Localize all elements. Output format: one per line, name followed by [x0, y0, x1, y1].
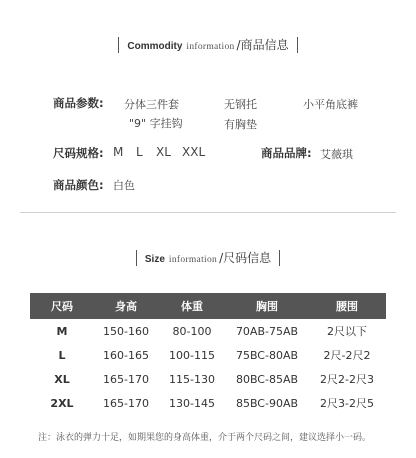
- heading-bar-right: [297, 37, 298, 53]
- heading-en: information: [168, 255, 218, 265]
- table-cell: 100-115: [169, 348, 215, 362]
- table-cell: 70AB-75AB: [235, 324, 299, 338]
- heading-bar-right: [279, 250, 280, 266]
- table-cell: 2尺-2尺2: [323, 349, 371, 362]
- size-spec-label: 尺码规格:: [53, 146, 104, 160]
- table-cell: 2尺以下: [327, 325, 367, 338]
- table-row: [30, 319, 386, 343]
- size-option: XL: [156, 145, 171, 159]
- table-cell: 115-130: [169, 372, 215, 386]
- table-cell: 2XL: [50, 396, 74, 410]
- size-option: XXL: [182, 145, 206, 159]
- table-header-row: [30, 293, 386, 319]
- section-divider: [20, 212, 396, 213]
- column-header: 体重: [158, 293, 226, 319]
- column-header: 身高: [94, 293, 158, 319]
- table-cell: 165-170: [103, 372, 149, 386]
- table-row: [30, 391, 386, 415]
- param-value: 小平角底裤: [303, 98, 358, 111]
- heading-cn: /商品信息: [236, 38, 289, 52]
- table-cell: 130-145: [169, 396, 215, 410]
- size-table: [30, 293, 386, 415]
- table-cell: 80-100: [172, 324, 212, 338]
- table-cell: 2尺3-2尺5: [320, 397, 374, 410]
- column-header: 胸围: [226, 293, 308, 319]
- table-cell: 80BC-85AB: [235, 372, 299, 386]
- product-info-heading: [0, 36, 416, 53]
- heading-text: [137, 249, 279, 266]
- column-header: 尺码: [30, 293, 94, 319]
- size-option: M: [113, 145, 124, 159]
- heading-cn: /尺码信息: [219, 251, 272, 265]
- brand-label: 商品品牌:: [261, 146, 312, 160]
- table-cell: XL: [54, 372, 70, 386]
- table-row: [30, 367, 386, 391]
- table-cell: 165-170: [103, 396, 149, 410]
- param-value: 有胸垫: [224, 118, 257, 131]
- params-label: 商品参数:: [53, 96, 104, 110]
- size-note: 注：泳衣的弹力十足，如期果您的身高体重，介于两个尺码之间，建议选择小一码。: [38, 433, 372, 443]
- heading-en: information: [186, 42, 235, 52]
- brand-value: 艾薇琪: [320, 148, 353, 161]
- param-value: 分体三件套: [124, 98, 179, 111]
- size-info-heading: [0, 249, 416, 266]
- color-value: 白色: [113, 179, 135, 192]
- table-cell: 150-160: [103, 324, 149, 338]
- table-cell: 2尺2-2尺3: [320, 373, 374, 386]
- table-row: [30, 343, 386, 367]
- heading-en-bold: Size: [144, 254, 165, 265]
- color-label: 商品颜色:: [53, 178, 104, 192]
- size-option: L: [136, 145, 143, 159]
- table-cell: L: [58, 348, 66, 362]
- heading-text: [119, 36, 296, 53]
- table-cell: 85BC-90AB: [235, 396, 299, 410]
- param-value: 无钢托: [224, 98, 257, 111]
- table-cell: 160-165: [103, 348, 149, 362]
- heading-en-bold: Commodity: [127, 41, 183, 52]
- param-value: "9" 字挂钩: [129, 117, 183, 130]
- table-cell: 75BC-80AB: [235, 348, 299, 362]
- column-header: 腰围: [308, 293, 386, 319]
- table-cell: M: [56, 324, 68, 338]
